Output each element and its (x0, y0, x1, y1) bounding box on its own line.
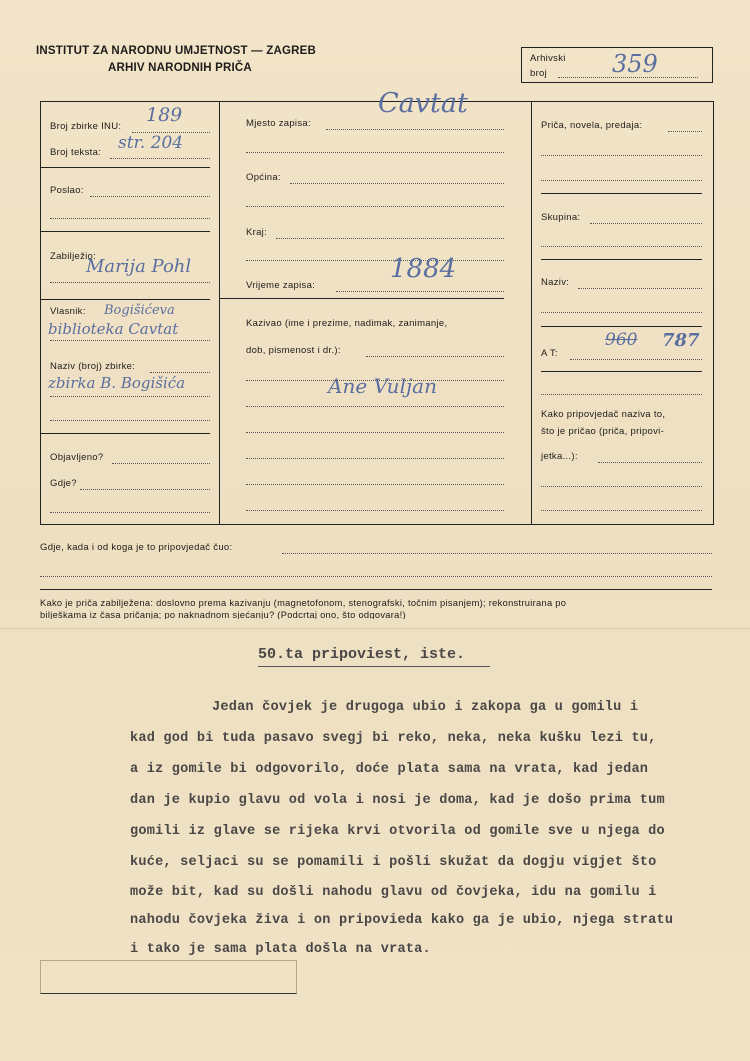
narrator-term-label-3: jetka...): (541, 451, 578, 462)
story-line: nahodu čovjeka živa i on pripovieda kako ga je ubio, njega stratu (130, 913, 674, 928)
municipality-label: Općina: (246, 172, 281, 183)
collection-name-value: zbirka B. Bogišića (48, 374, 186, 392)
story-line: kuće, seljaci su se pomamili i pošli skužat da dogju vigjet što (130, 855, 657, 870)
sent-by-label: Poslao: (50, 185, 84, 196)
collection-number-label: Broj zbirke INU: (50, 121, 122, 132)
where-label: Gdje? (50, 478, 77, 489)
place-label: Mjesto zapisa: (246, 118, 311, 129)
recording-method-line1: Kako je priča zabilježena: doslovno prema kazivanju (magnetofonom, stenografski, točnim pisanjem); rekonstruirana po (40, 598, 567, 608)
narrator-label-line2: dob, pismenost i dr.): (246, 345, 341, 356)
story-title: 50.ta pripoviest, iste. (258, 646, 466, 663)
story-line: kad god bi tuda pasavo svegj bi reko, neka, neka kušku lezi tu, (130, 731, 657, 746)
published-label: Objavljeno? (50, 452, 104, 463)
narrator-label-line1: Kazivao (ime i prezime, nadimak, zanimanje, (246, 318, 448, 329)
narrator-term-label-2: što je pričao (priča, pripovi- (541, 426, 665, 437)
archive-name: ARHIV NARODNIH PRIČA (108, 62, 252, 74)
collection-number-value: 189 (146, 104, 183, 126)
owner-label: Vlasnik: (50, 306, 86, 317)
time-value: 1884 (390, 254, 457, 284)
where-when-label: Gdje, kada i od koga je to pripovjedač čuo: (40, 542, 233, 553)
collection-name-label: Naziv (broj) zbirke: (50, 361, 136, 372)
story-type-label: Priča, novela, predaja: (541, 120, 643, 131)
at-label: A T: (541, 348, 558, 359)
recorded-by-label: Zabilježio: (50, 251, 97, 262)
narrator-term-label-1: Kako pripovjedač naziva to, (541, 409, 666, 420)
story-line: može bit, kad su došli nahodu glavu od čovjeka, idu na gomilu i (130, 885, 657, 900)
story-line: Jedan čovjek je drugoga ubio i zakopa ga u gomilu i (212, 700, 639, 715)
recording-method-line2: bilješkama iz časa pričanja; po naknadnom sjećanju? (Podcrtaj ono, što odgovara!) (40, 610, 406, 619)
narrator-value: Ane Vuljan (328, 374, 437, 398)
time-label: Vrijeme zapisa: (246, 280, 316, 291)
owner-value-line2: biblioteka Cavtat (48, 320, 179, 338)
at-new-value: 787 (662, 330, 700, 351)
name-label: Naziv: (541, 277, 570, 288)
story-line: i tako je sama plata došla na vrata. (130, 942, 431, 957)
archive-label: Arhivski (530, 53, 566, 64)
institute-name: INSTITUT ZA NARODNU UMJETNOST — ZAGREB (36, 45, 316, 57)
fold-line (0, 628, 750, 629)
faint-stamp-box (40, 960, 297, 994)
archive-number-value: 359 (612, 50, 658, 78)
group-label: Skupina: (541, 212, 581, 223)
text-number-value: str. 204 (118, 133, 184, 153)
story-line: gomili iz glave se rijeka krvi otvorila od gomile sve u njega do (130, 824, 665, 839)
at-old-value: 960 (605, 330, 638, 350)
story-line: dan je kupio glavu od vola i nosi je doma, kad je došo prima tum (130, 793, 665, 808)
owner-value-line1: Bogišićeva (104, 303, 175, 318)
recorded-by-value: Marija Pohl (86, 256, 192, 277)
region-label: Kraj: (246, 227, 268, 238)
text-number-label: Broj teksta: (50, 147, 102, 158)
story-line: a iz gomile bi odgovorilo, doće plata sama na vrata, kad jedan (130, 762, 649, 777)
place-value: Cavtat (378, 88, 468, 119)
archive-label-broj: broj (530, 68, 548, 79)
